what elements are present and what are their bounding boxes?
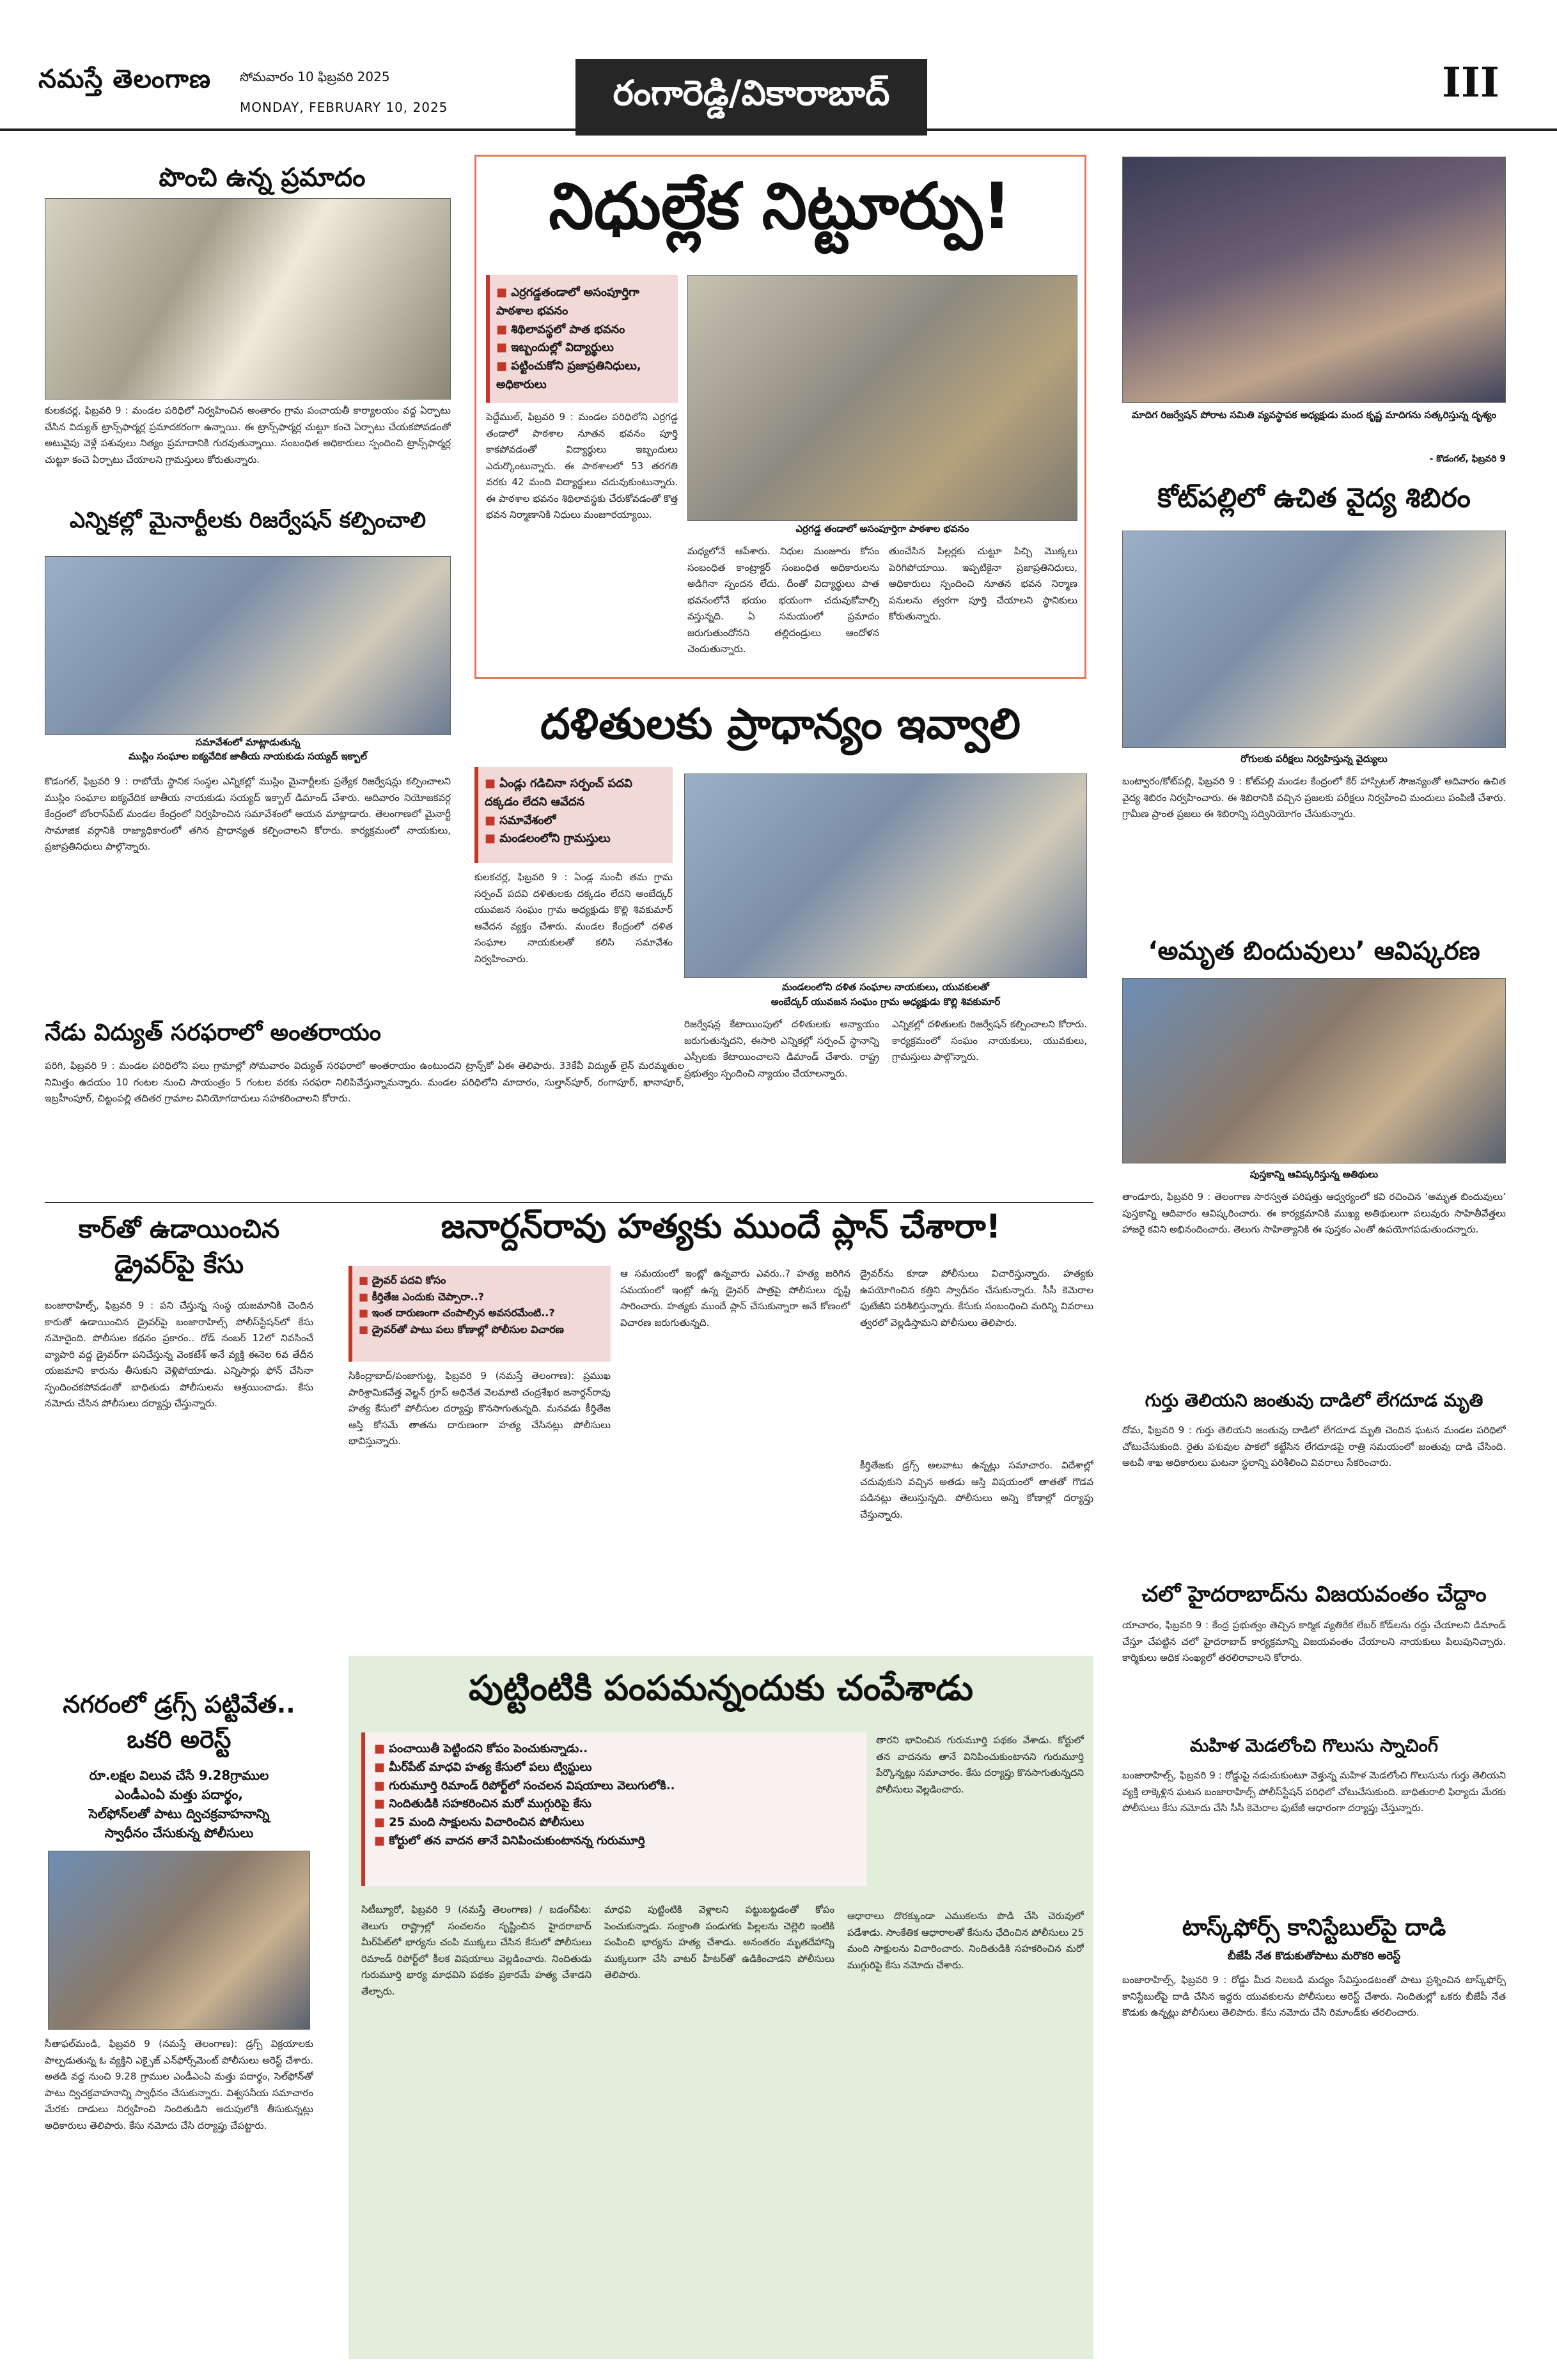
headline-drugs-1: నగరంలో డ్రగ్స్ పట్టివేత.. bbox=[63, 1690, 295, 1718]
headline-puttintiki: పుట్టింటికి పంపమన్నందుకు చంపేశాడు bbox=[468, 1668, 973, 1708]
headline-dalit: దళితులకు ప్రాధాన్యం ఇవ్వాలి bbox=[540, 699, 1021, 749]
murder-bullet: ■ నిందితుడికి సహకరించిన మరో ముగ్గురిపై కేసు bbox=[374, 1795, 857, 1814]
article-minority-body: కొడంగల్, ఫిబ్రవరి 9 : రాబోయే స్థానిక సంస్థల ఎన్నికల్లో ముస్లిం మైనార్టీలకు ప్రత్యేక రిజర్వేషన్లు కల్పించాలని ముస్లిం సంఘాల ఐక్యవేదిక జాతీయ నాయకుడు సయ్యద్ ఇక్బాల్ డిమాండ్ చేశారు. ఆదివారం నియోజకవర్గ కేంద్రంలో బోంరాస్‌పేట్ మండల కేంద్రంలో నిర్వహించిన సమావేశంలో ఆయన మాట్లాడారు. తెలంగాణలో మైనార్టీ సామాజిక వర్గానికి రాజ్యాధికారంలో తగిన ప్రాధాన్యత కల్పించాలని కోరారు. కార్యక్రమంలో నాయకులు, ప్రజాప్రతినిధులు పాల్గొన్నారు. bbox=[45, 775, 451, 852]
headline-power: నేడు విద్యుత్ సరఫరాలో అంతరాయం bbox=[45, 1020, 381, 1046]
edition-banner: రంగారెడ్డి/వికారాబాద్ bbox=[575, 59, 927, 136]
headline-chalo-hyderabad: చలో హైదరాబాద్‌ను విజయవంతం చేద్దాం bbox=[1141, 1582, 1487, 1607]
dalit-body-3: ఎన్నికల్లో దళితులకు రిజర్వేషన్ కల్పించాలని కోరారు. కార్యక్రమంలో సంఘం నాయకులు, యువకులు, గ్రామస్తులు పాల్గొన్నారు. bbox=[892, 1018, 1087, 1062]
felicitation-photo bbox=[1122, 157, 1506, 403]
jan-body-2: ఆ సమయంలో ఇంట్లో ఉన్నవారు ఎవరు..? హత్య జరిగిన సమయంలో ఇంట్లో ఉన్న డ్రైవర్ పాత్రపై పోలీసులు దృష్టి సారించారు. హత్యకు ముందే ప్లాన్ చేసుకున్నారా అనే కోణంలో విచారణ జరుగుతున్నది. bbox=[620, 1268, 850, 1328]
drugs-arrest-photo bbox=[48, 1851, 310, 2030]
headline-book-release: ‘అమృత బిందువులు’ ఆవిష్కరణ bbox=[1148, 937, 1480, 966]
jan-bullet: ■ డ్రైవర్‌తో పాటు పలు కోణాల్లో పోలీసుల విచారణ bbox=[359, 1321, 604, 1338]
drugs-sub-4: స్వాధీనం చేసుకున్న పోలీసులు bbox=[104, 1825, 254, 1840]
dalit-body-1: కులకచర్ల, ఫిబ్రవరి 9 : ఏండ్ల నుంచీ తమ గ్రామ సర్పంచ్ పదవి దళితులకు దక్కడం లేదని అంబేద్కర్ యువజన సంఘం గ్రామ అధ్యక్షుడు కొల్లి శివకుమార్ ఆవేదన వ్యక్తం చేశారు. మండల కేంద్రంలో దళిత సంఘాల నాయకులతో కలిసి సమావేశం నిర్వహించారు. bbox=[474, 871, 673, 965]
main-bullets bbox=[486, 275, 678, 403]
murder-body-3: ఆధారాలు దొరక్కుండా ఎముకలను పొడి చేసి చెరువులో పడేశాడు. సాంకేతిక ఆధారాలతో కేసును ఛేదించిన పోలీసులు 25 మంది సాక్షులను విచారించారు. నిందితుడికి సహకరించిన మరో ముగ్గురిపై కేసు నమోదు చేశారు. bbox=[847, 1910, 1084, 1971]
murder-body-2: మాధవి పుట్టింటికి వెళ్లాలని పట్టుబట్టడంతో కోపం పెంచుకున్నాడు. సంక్రాంతి పండుగకు పిల్లలను చెల్లెలి ఇంటికి పంపించి భార్యను హత్య చేశాడు. అనంతరం మృతదేహాన్ని ముక్కలుగా చేసి వాటర్ హీటర్‌తో ఉడికించాడని పోలీసులు తెలిపారు. bbox=[604, 1904, 834, 1980]
chain-snatching-body: బంజారాహిల్స్, ఫిబ్రవరి 9 : రోడ్డుపై నడుచుకుంటూ వెళ్తున్న మహిళ మెడలోంచి గొలుసును గుర్తు తెలియని వ్యక్తి లాక్కెళ్లిన ఘటన బంజారాహిల్స్ పోలీస్‌స్టేషన్ పరిధిలో చోటుచేసుకుంది. బాధితురాలి ఫిర్యాదు మేరకు పోలీసులు కేసు నమోదు చేసి సీసీ కెమెరాల ఫుటేజీ ఆధారంగా దర్యాప్తు చేస్తున్నారు. bbox=[1122, 1769, 1506, 1814]
headline-drugs-2: ఒకరి అరెస్ట్ bbox=[127, 1725, 231, 1754]
headline-main: నిధుల్లేక నిట్టూర్పు! bbox=[549, 169, 1012, 244]
headline-taskforce: టాస్క్‌ఫోర్స్ కానిస్టేబుల్‌పై దాడి bbox=[1182, 1915, 1446, 1941]
murder-body-1: సిటీబ్యూరో, ఫిబ్రవరి 9 (నమస్తే తెలంగాణ) / బడంగ్‌పేట: తెలుగు రాష్ట్రాల్లో సంచలనం సృష్టించిన హైదరాబాద్ మీర్‌పేట్‌లో భార్యను చంపి ముక్కలు చేసిన కేసులో పోలీసులు రిమాండ్ రిపోర్ట్‌లో కీలక విషయాలు వెల్లడించారు. నిందితుడు గురుమూర్తి భార్య మాధవిని పథకం ప్రకారమే హత్య చేశాడని తేల్చారు. bbox=[361, 1904, 591, 1997]
book-release-body: తాండూరు, ఫిబ్రవరి 9 : తెలంగాణ సారస్వత పరిషత్తు ఆధ్వర్యంలో కవి రచించిన ‘అమృత బిందువులు’ పుస్తకాన్ని ఆదివారం ఆవిష్కరించారు. ఈ కార్యక్రమానికి ముఖ్య అతిథులుగా పలువురు సాహితీవేత్తలు హాజరై కవిని అభినందించారు. తెలుగు సాహిత్యానికి ఈ పుస్తకం ఎంతో ఉపయోగపడుతుందన్నారు. bbox=[1122, 1191, 1506, 1235]
article-power-body: పరిగి, ఫిబ్రవరి 9 : మండల పరిధిలోని పలు గ్రామాల్లో సోమవారం విద్యుత్ సరఫరాలో అంతరాయం ఉంటుందని ట్రాన్స్‌కో ఏఈ తెలిపారు. 33కేవీ విద్యుత్ లైన్ మరమ్మతుల నిమిత్తం ఉదయం 10 గంటల నుంచి సాయంత్రం 5 గంటల వరకు సరఫరా నిలిపివేస్తున్నామన్నారు. మండల పరిధిలోని మాదారం, సుల్తాన్‌పూర్, రంగాపూర్, ఖానాపూర్, ఇబ్రహీంపూర్, చిట్టంపల్లి తదితర గ్రామాల వినియోగదారులు సహకరించాలని కోరారు. bbox=[45, 1060, 684, 1104]
drugs-sub-2: ఎండీఎంఏ మత్తు పదార్థం, bbox=[115, 1787, 243, 1802]
taskforce-sub: బీజేపీ నేత కొడుకుతోపాటు మరొకరి అరెస్ట్ bbox=[1227, 1950, 1401, 1963]
date-english: MONDAY, FEBRUARY 10, 2025 bbox=[240, 100, 448, 115]
drugs-sub-3: సెల్‌ఫోన్‌లతో పాటు ద్విచక్రవాహనాన్ని bbox=[88, 1806, 270, 1821]
main-body-3: తుంచేసిన పిల్లర్లకు చుట్టూ పిచ్చి మొక్కలు పెరిగిపోయాయి. ఇప్పటికైనా ప్రజాప్రతినిధులు, అధికారులు స్పందించి నూతన భవన నిర్మాణ పనులను త్వరగా పూర్తి చేయాలని స్థానికులు కోరుతున్నారు. bbox=[889, 545, 1077, 622]
article-danger-body: కులకచర్ల, ఫిబ్రవరి 9 : మండల పరిధిలో నిర్వహించిన అంతారం గ్రామ పంచాయతీ కార్యాలయం వద్ద ఏర్పాటు చేసిన విద్యుత్ ట్రాన్స్‌ఫార్మర్ల ప్రమాదకరంగా ఉన్నాయి. ఈ ట్రాన్స్‌ఫార్మర్ల చుట్టూ కంచె ఏర్పాటు చేయకపోవడంతో అటువైపు వెళ్లే పశువులు నిత్యం ప్రమాదానికి గురవుతున్నాయి. సంబంధిత అధికారులు స్పందించి ట్రాన్స్‌ఫార్మర్ల చుట్టూ కంచె ఏర్పాటు చేయాలని గ్రామస్తులు కోరుతున్నారు. bbox=[45, 405, 451, 465]
headline-minority: ఎన్నికల్లో మైనార్టీలకు రిజర్వేషన్ కల్పించాలి bbox=[69, 508, 426, 533]
felicitation-caption: మాదిగ రిజర్వేషన్ పోరాట సమితి వ్యవస్థాపక అధ్యక్షుడు మంద కృష్ణ మాదిగను సత్కరిస్తున్న దృశ్యం bbox=[1132, 409, 1496, 421]
headline-chain-snatching: మహిళ మెడలోంచి గొలుసు స్నాచింగ్ bbox=[1189, 1735, 1439, 1756]
headline-calf: గుర్తు తెలియని జంతువు దాడిలో లేగదూడ మృతి bbox=[1145, 1390, 1483, 1411]
main-body-2: మధ్యలోనే ఆపేశారు. నిధుల మంజూరు కోసం సంబంధిత కాంట్రాక్టర్ సంబంధిత అధికారులను అడిగినా స్పందన లేదు. దీంతో విద్యార్థులు పాత భవనంలోనే భయం భయంగా చదువుకోవాల్సి వస్తున్నది. ఏ సమయంలో ప్రమాదం జరుగుతుందోనని తల్లిదండ్రులు ఆందోళన చెందుతున్నారు. bbox=[687, 545, 879, 655]
dalit-group-photo bbox=[684, 774, 1087, 978]
divider bbox=[45, 1202, 1093, 1203]
taskforce-body: బంజారాహిల్స్, ఫిబ్రవరి 9 : రోడ్డు మీద నిలబడి మద్యం సేవిస్తుండటంతో పాటు ప్రశ్నించిన టాస్క్‌ఫోర్స్ కానిస్టేబుల్‌పై దాడి చేసిన ఇద్దరు యువకులను పోలీసులు అరెస్ట్ చేశారు. నిందితుల్లో ఒకరు బీజేపీ నేత కొడుకు ఉన్నట్లు పోలీసులు తెలిపారు. కేసు నమోదు చేసి రిమాండ్‌కు తరలించారు. bbox=[1122, 1974, 1506, 2018]
headline-janardhan: జనార్దన్‌రావు హత్యకు ముందే ప్లాన్ చేశారా! bbox=[441, 1208, 1001, 1246]
main-body-1: పెద్దేముల్, ఫిబ్రవరి 9 : మండల పరిధిలోని ఎర్రగడ్డ తండాలో పాఠశాల నూతన భవనం పూర్తి కాకపోవడంతో విద్యార్థులు ఇబ్బందులు ఎదుర్కొంటున్నారు. ఈ పాఠశాలలో 53 తరగతి వరకు 42 మంది విద్యార్థులు చదువుకుంటున్నారు. ఈ పాఠశాల భవనం శిథిలావస్థకు చేరుకోవడంతో కొత్త భవన నిర్మాణానికి నిధులు మంజూరయ్యాయి. bbox=[486, 411, 678, 520]
building-photo bbox=[687, 275, 1077, 521]
dalit-body-2: రిజర్వేషన్ల కేటాయింపులో దళితులకు అన్యాయం జరుగుతున్నదని, ఈసారి ఎన్నికల్లో సర్పంచ్ స్థానాన్ని ఎస్సీలకు కేటాయించాలని డిమాండ్ చేశారు. రాష్ట్ర ప్రభుత్వం స్పందించి న్యాయం చేయాలన్నారు. bbox=[684, 1018, 879, 1079]
murder-body-4: తారని భావించిన గురుమూర్తి పథకం వేశాడు. కోర్టులో తన వాదనను తానే వినిపించుకుంటానని గురుమూర్తి పేర్కొన్నట్లు సమాచారం. కేసు దర్యాప్తు కొనసాగుతున్నదని పోలీసులు వెల్లడించారు. bbox=[876, 1734, 1084, 1795]
murder-bullet: ■ పంచాయితీ పెట్టిందని కోపం పెంచుకున్నాడు.. bbox=[374, 1740, 857, 1759]
murder-bullet: ■ గురుమూర్తి రిమాండ్ రిపోర్ట్‌లో సంచలన విషయాలు వెలుగులోకి.. bbox=[374, 1777, 857, 1796]
building-caption: ఎర్రగడ్డ తండాలో అసంపూర్తిగా పాఠశాల భవనం bbox=[795, 523, 969, 534]
main-bullet: ■ ఇబ్బందుల్లో విద్యార్థులు bbox=[496, 339, 671, 357]
murder-bullets bbox=[361, 1732, 866, 1886]
dalit-caption-1: మండలంలోని దళిత సంఘాల నాయకులు, యువకులతో bbox=[782, 981, 989, 993]
article-drugs-body: సీతాఫల్‌మండి, ఫిబ్రవరి 9 (నమస్తే తెలంగాణ): డ్రగ్స్ విక్రయాలకు పాల్పడుతున్న ఓ వ్యక్తిని ఎక్సైజ్ ఎన్‌ఫోర్స్‌మెంట్ పోలీసులు అరెస్ట్ చేశారు. అతడి వద్ద నుంచి 9.28 గ్రాముల ఎండీఎంఏ మత్తు పదార్థం, సెల్‌ఫోన్‌తో పాటు ద్విచక్రవాహనాన్ని స్వాధీనం చేసుకున్నారు. విశ్వసనీయ సమాచారం మేరకు దాడులు నిర్వహించి నిందితుడిని అదుపులోకి తీసుకున్నట్లు అధికారులు తెలిపారు. కేసు నమోదు చేసి దర్యాప్తు చేపట్టారు. bbox=[45, 2038, 313, 2131]
murder-bullet: ■ మీర్‌పేట్ మాధవి హత్య కేసులో పలు ట్విస్టులు bbox=[374, 1759, 857, 1777]
jan-body-1: సికింద్రాబాద్/పంజాగుట్ట, ఫిబ్రవరి 9 (నమస్తే తెలంగాణ): ప్రముఖ పారిశ్రామికవేత్త వెల్జన్ గ్రూప్ అధినేత వెలమాటి చంద్రశేఖర జనార్దన్‌రావు హత్య కేసులో పోలీసుల దర్యాప్తు కొనసాగుతున్నది. మనవడు కీర్తితేజ ఆస్తి కోసమే తాతను దారుణంగా హత్య చేసినట్లు పోలీసులు భావిస్తున్నారు. bbox=[348, 1370, 611, 1447]
article-car-body: బంజారాహిల్స్, ఫిబ్రవరి 9 : పని చేస్తున్న సంస్థ యజమానికి చెందిన కారుతో ఉడాయించిన డ్రైవర్‌పై బంజారాహిల్స్ పోలీస్‌స్టేషన్‌లో కేసు నమోదైంది. పోలీసుల కథనం ప్రకారం.. రోడ్ నంబర్ 12లో నివసించే వ్యాపారి వద్ద డ్రైవర్‌గా పనిచేస్తున్న వెంకటేశ్ అనే వ్యక్తి ఈనెల 6వ తేదీన యజమాని కారును తీసుకుని వెళ్లిపోయాడు. ఎన్నిసార్లు ఫోన్ చేసినా స్పందించకపోవడంతో బాధితుడు పోలీసులను ఆశ్రయించాడు. కేసు నమోదు చేసిన పోలీసులు దర్యాప్తు చేస్తున్నారు. bbox=[45, 1300, 313, 1409]
dalit-caption-2: అంబేద్కర్ యువజన సంఘం గ్రామ అధ్యక్షుడు కొల్లి శివకుమార్ bbox=[771, 996, 1001, 1007]
calf-body: దోమ, ఫిబ్రవరి 9 : గుర్తు తెలియని జంతువు దాడిలో లేగదూడ మృతి చెందిన ఘటన మండల పరిధిలో చోటుచేసుకుంది. రైతు పశువుల పాకలో కట్టేసిన లేగదూడపై రాత్రి సమయంలో జంతువు దాడి చేసింది. అటవీ శాఖ అధికారులు ఘటనా స్థలాన్ని పరిశీలించి వివరాలు సేకరించారు. bbox=[1122, 1424, 1506, 1468]
transformer-photo bbox=[45, 198, 451, 400]
headline-danger: పొంచి ఉన్న ప్రమాదం bbox=[159, 163, 366, 192]
medical-camp-photo bbox=[1122, 531, 1506, 748]
felicitation-credit: - కొడంగల్, ఫిబ్రవరి 9 bbox=[1429, 454, 1506, 464]
medical-camp-body: బంట్వారం/కోట్‌పల్లి, ఫిబ్రవరి 9 : కోట్‌పల్లి మండల కేంద్రంలో కేర్ హాస్పిటల్ సౌజన్యంతో ఆదివారం ఉచిత వైద్య శిబిరం నిర్వహించారు. ఈ శిబిరానికి వచ్చిన ప్రజలకు పరీక్షలు నిర్వహించి మందులు పంపిణీ చేశారు. గ్రామీణ ప్రాంత ప్రజలు ఈ శిబిరాన్ని సద్వినియోగం చేసుకున్నారు. bbox=[1122, 775, 1506, 820]
newspaper-brand: నమస్తే తెలంగాణ bbox=[38, 64, 212, 94]
headline-car-1: కార్‌తో ఉడాయించిన bbox=[78, 1215, 280, 1244]
jan-body-4: కీర్తితేజకు డ్రగ్స్ అలవాటు ఉన్నట్లు సమాచారం. విదేశాల్లో చదువుకుని వచ్చిన అతడు ఆస్తి విషయంలో తాతతో గొడవ పడినట్లు తెలుస్తున్నది. పోలీసులు అన్ని కోణాల్లో దర్యాప్తు చేస్తున్నారు. bbox=[860, 1459, 1093, 1520]
main-bullet: ■ పట్టించుకోని ప్రజాప్రతినిధులు, అధికారులు bbox=[496, 357, 671, 394]
murder-bullet: ■ 25 మంది సాక్షులను విచారించిన పోలీసులు bbox=[374, 1814, 857, 1832]
book-release-photo bbox=[1122, 978, 1506, 1163]
page-number: III bbox=[1442, 59, 1499, 107]
meeting-caption-1: సమావేశంలో మాట్లాడుతున్న bbox=[195, 736, 301, 748]
meeting-caption-2: ముస్లిం సంఘాల ఐక్యవేదిక జాతీయ నాయకుడు సయ్యద్ ఇక్బాల్ bbox=[129, 751, 367, 762]
meeting-photo bbox=[45, 556, 451, 735]
jan-body-3: డ్రైవర్‌ను కూడా పోలీసులు విచారిస్తున్నారు. హత్యకు ఉపయోగించిన కత్తిని స్వాధీనం చేసుకున్నారు. సీసీ కెమెరాల ఫుటేజీని పరిశీలిస్తున్నారు. కేసుకు సంబంధించి మరిన్ని వివరాలు త్వరలో వెల్లడిస్తామని పోలీసులు తెలిపారు. bbox=[860, 1268, 1093, 1328]
headline-car-2: డ్రైవర్‌పై కేసు bbox=[114, 1250, 244, 1279]
jan-bullets bbox=[348, 1266, 611, 1362]
murder-bullet: ■ కోర్టులో తన వాదన తానే వినిపించుకుంటానన్న గురుమూర్తి bbox=[374, 1832, 857, 1851]
medical-camp-caption: రోగులకు పరీక్షలు నిర్వహిస్తున్న వైద్యులు bbox=[1240, 753, 1388, 765]
jan-bullet: ■ కీర్తితేజ ఎందుకు చెప్పారా..? bbox=[359, 1289, 604, 1305]
chalo-hyderabad-body: యాచారం, ఫిబ్రవరి 9 : కేంద్ర ప్రభుత్వం తెచ్చిన కార్మిక వ్యతిరేక లేబర్ కోడ్‌లను రద్దు చేయాలని డిమాండ్ చేస్తూ చేపట్టిన చలో హైదరాబాద్ కార్యక్రమాన్ని విజయవంతం చేయాలని నాయకులు పిలుపునిచ్చారు. కార్మికులు అధిక సంఖ్యలో తరలిరావాలని కోరారు. bbox=[1122, 1619, 1506, 1663]
headline-medical-camp: కోట్‌పల్లిలో ఉచిత వైద్య శిబిరం bbox=[1157, 482, 1471, 513]
drugs-sub-1: రూ.లక్షల విలువ చేసే 9.28గ్రాముల bbox=[89, 1768, 269, 1783]
jan-bullet: ■ ఇంత దారుణంగా చంపాల్సిన అవసరమేంటి..? bbox=[359, 1305, 604, 1321]
main-bullet: ■ ఎర్రగడ్డతండాలో అసంపూర్తిగా పాఠశాల భవనం bbox=[496, 284, 671, 321]
dalit-bullets bbox=[474, 767, 673, 863]
dalit-bullet: ■ ఏండ్లు గడిచినా సర్పంచ్ పదవి దక్కడం లేదని ఆవేదన bbox=[485, 775, 666, 812]
dalit-bullet: ■ మండలంలోని గ్రామస్తులు bbox=[485, 830, 666, 848]
book-release-caption: పుస్తకాన్ని ఆవిష్కరిస్తున్న అతిథులు bbox=[1249, 1169, 1379, 1180]
main-bullet: ■ శిథిలావస్థలో పాత భవనం bbox=[496, 321, 671, 339]
dalit-bullet: ■ సమావేశంలో bbox=[485, 812, 666, 830]
jan-bullet: ■ డ్రైవర్ పదవి కోసం bbox=[359, 1272, 604, 1289]
date-telugu: సోమవారం 10 ఫిబ్రవరి 2025 bbox=[240, 69, 390, 84]
